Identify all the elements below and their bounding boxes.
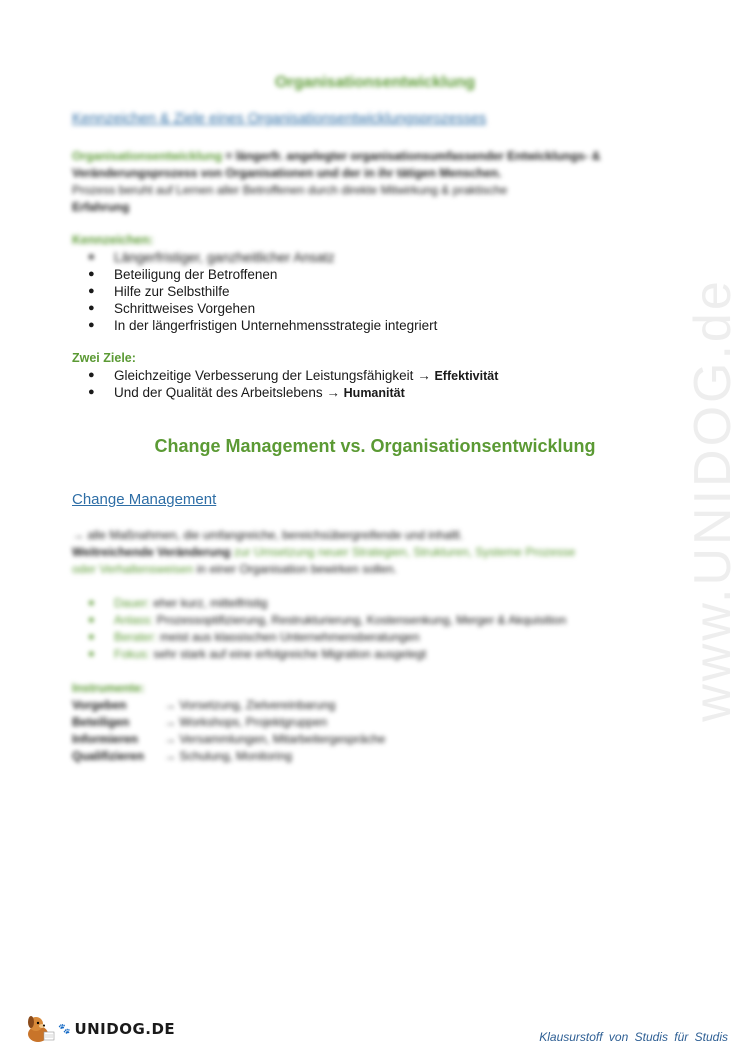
change-management-paragraph: → alle Maßnahmen, die umfangreiche, bereichsübergreifende und inhaltl. Weitreichende Veränderung zur Umsetzung neuer Strategien, Strukturen, Systeme Prozesse oder Verhaltensweisen in einer Organisation bewirken sollen.: [72, 528, 576, 576]
arrow-icon: →: [417, 368, 431, 383]
list-item: Beteiligen → Workshops, Projektgruppen: [72, 715, 328, 729]
list-item: ● Und der Qualität des Arbeitslebens → Humanität: [88, 385, 405, 400]
watermark: www.UNIDOG.de: [684, 278, 742, 722]
kennzeichen-list: [88, 249, 437, 334]
section1-title: Organisationsentwicklung: [274, 74, 476, 91]
instrumente-list: [72, 697, 385, 765]
definition-line1: = längerfr. angelegter organisationsumfassender Entwicklungs- &: [225, 149, 601, 163]
definition-line2: Veränderungsprozess von Organisationen und der in ihr tätigen Menschen.: [72, 166, 502, 180]
footer-tagline: Klausurstoff von Studis für Studis: [539, 1030, 728, 1044]
list-item: ● Fokus: sehr stark auf eine erfolgreiche Migration ausgelegt: [88, 647, 427, 661]
logo-text: UNIDOG.DE: [74, 1020, 176, 1038]
unidog-logo[interactable]: [22, 1012, 175, 1046]
section2-subtitle-link[interactable]: Change Management: [72, 491, 217, 508]
list-item: ● Berater: meist aus klassischen Unternehmensberatungen: [88, 630, 420, 644]
list-item: Vorgeben → Vorsetzung, Zielvereinbarung: [72, 698, 336, 712]
list-item: ● Schrittweises Vorgehen: [88, 301, 256, 316]
definition-paragraph: [72, 148, 682, 216]
section2-title: Change Management vs. Organisationsentwicklung: [154, 436, 596, 456]
change-management-bullets: [88, 595, 566, 663]
paw-icon: 🐾: [58, 1023, 71, 1035]
ziele-label: Zwei Ziele:: [72, 351, 136, 365]
list-item: ● In der längerfristigen Unternehmensstrategie integriert: [88, 318, 438, 333]
list-item: ● Anlass: Prozessoptifizierung, Restrukturierung, Kostensenkung, Merger & Akquisition: [88, 613, 567, 627]
definition-line4: Erfahrung: [72, 200, 130, 214]
dog-icon: [22, 1012, 56, 1046]
list-item: ● Hilfe zur Selbsthilfe: [88, 284, 230, 299]
list-item: ● Beteiligung der Betroffenen: [88, 267, 278, 282]
list-item: ● Gleichzeitige Verbesserung der Leistungsfähigkeit → Effektivität: [88, 368, 499, 383]
arrow-icon: →: [326, 385, 340, 400]
list-item: ● Längerfristiger, ganzheitlicher Ansatz: [88, 250, 335, 265]
instrumente-label: Instrumente:: [72, 681, 145, 695]
ziele-list: [88, 367, 498, 401]
definition-line3: Prozess beruht auf Lernen aller Betroffenen durch direkte Mitwirkung & praktische: [72, 183, 508, 197]
list-item: ● Dauer: eher kurz, mittelfristig: [88, 596, 268, 610]
kennzeichen-label: Kennzeichen:: [72, 233, 154, 247]
section1-subtitle-link[interactable]: Kennzeichen & Ziele eines Organisationsentwicklungsprozesses: [72, 111, 487, 127]
list-item: Informieren → Versammlungen, Mitarbeitergespräche: [72, 732, 386, 746]
definition-term: Organisationsentwicklung: [72, 149, 223, 163]
list-item: Qualifizieren → Schulung, Monitoring: [72, 749, 293, 763]
